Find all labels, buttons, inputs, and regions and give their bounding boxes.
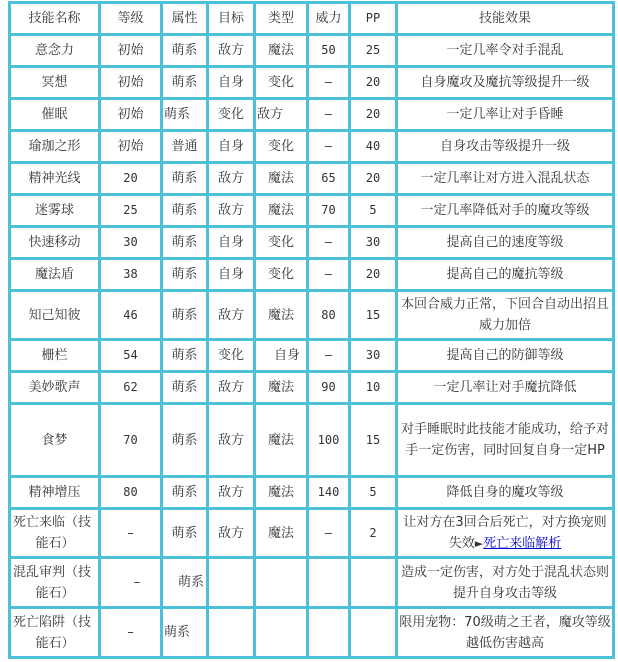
header-skill-name: 技能名称 xyxy=(10,3,100,35)
skill-pp: 20 xyxy=(350,163,397,195)
skill-attribute: 萌系 xyxy=(162,291,208,340)
skill-type: 魔法 xyxy=(255,404,308,477)
skill-power: 65 xyxy=(308,163,350,195)
skill-attribute: 普通 xyxy=(162,131,208,163)
skill-name: 意念力 xyxy=(10,35,100,67)
skill-attribute: 萌系 xyxy=(162,558,208,608)
skill-type xyxy=(255,608,308,658)
skill-name-line1: 混乱审判（技 xyxy=(13,564,92,580)
skill-type: 魔法 xyxy=(255,509,308,558)
header-effect: 技能效果 xyxy=(397,3,614,35)
table-row xyxy=(10,195,614,227)
table-row xyxy=(10,131,614,163)
skill-level: 25 xyxy=(100,195,162,227)
skill-pp xyxy=(350,608,397,658)
skill-target: 敌方 xyxy=(208,35,255,67)
skill-type: 魔法 xyxy=(255,477,308,509)
header-level: 等级 xyxy=(100,3,162,35)
skill-type: 变化 xyxy=(255,227,308,259)
skill-effect: 自身攻击等级提升一级 xyxy=(397,131,614,163)
skill-power: – xyxy=(308,227,350,259)
skill-level: 46 xyxy=(100,291,162,340)
skill-attribute: 萌系 xyxy=(162,163,208,195)
skill-name: 美妙歌声 xyxy=(10,372,100,404)
skill-target: 自身 xyxy=(208,259,255,291)
skill-attribute: 萌系 xyxy=(162,608,208,658)
skill-level: 70 xyxy=(100,404,162,477)
table-row xyxy=(10,227,614,259)
skill-attribute: 萌系 xyxy=(162,509,208,558)
skill-effect: 一定几率让对手魔抗降低 xyxy=(397,372,614,404)
skill-level: – xyxy=(100,608,162,658)
skill-target: 敌方 xyxy=(208,509,255,558)
skill-target: 敌方 xyxy=(208,195,255,227)
skill-effect: 一定几率让对手昏睡 xyxy=(397,99,614,131)
skill-attribute: 萌系 xyxy=(162,195,208,227)
skill-pp: 5 xyxy=(350,477,397,509)
skill-power: – xyxy=(308,509,350,558)
header-power: 威力 xyxy=(308,3,350,35)
skill-power: – xyxy=(308,99,350,131)
skill-pp: 25 xyxy=(350,35,397,67)
skill-name xyxy=(10,558,100,608)
skill-attribute: 萌系 xyxy=(162,35,208,67)
table-header-row xyxy=(10,3,614,35)
skill-pp: 20 xyxy=(350,259,397,291)
skill-name: 催眠 xyxy=(10,99,100,131)
skill-level: 20 xyxy=(100,163,162,195)
skill-attribute: 萌系 xyxy=(162,340,208,372)
table-row xyxy=(10,477,614,509)
skill-name-line2: 能石） xyxy=(35,536,75,551)
skill-type: 变化 xyxy=(255,259,308,291)
skill-level: – xyxy=(100,558,162,608)
skill-type: 敌方 xyxy=(255,99,308,131)
skill-effect: 提高自己的防御等级 xyxy=(397,340,614,372)
table-row xyxy=(10,372,614,404)
skill-type: 变化 xyxy=(255,131,308,163)
skill-power: – xyxy=(308,131,350,163)
table-row xyxy=(10,608,614,658)
skill-level: 38 xyxy=(100,259,162,291)
skill-attribute: 萌系 xyxy=(162,67,208,99)
skill-pp: 20 xyxy=(350,99,397,131)
header-pp: PP xyxy=(350,3,397,35)
skill-pp: 10 xyxy=(350,372,397,404)
skill-name xyxy=(10,509,100,558)
skill-name-line2: 能石） xyxy=(35,585,75,601)
skill-name: 栅栏 xyxy=(10,340,100,372)
skill-target: 变化 xyxy=(208,340,255,372)
skill-effect: 提高自己的速度等级 xyxy=(397,227,614,259)
skill-power: – xyxy=(308,259,350,291)
skill-level: 30 xyxy=(100,227,162,259)
skill-level: 62 xyxy=(100,372,162,404)
skill-power: 90 xyxy=(308,372,350,404)
skill-level: 初始 xyxy=(100,35,162,67)
skill-effect: 对手睡眠时此技能才能成功，给予对手一定伤害，同时回复自身一定HP xyxy=(397,404,614,477)
skill-pp: 15 xyxy=(350,291,397,340)
skill-effect: 限用宠物：70级萌之王者，魔攻等级越低伤害越高 xyxy=(397,608,614,658)
skill-target xyxy=(208,558,255,608)
skill-name xyxy=(10,608,100,658)
skill-effect: 降低自身的魔攻等级 xyxy=(397,477,614,509)
skill-effect: 造成一定伤害，对方处于混乱状态则提升自身攻击等级 xyxy=(397,558,614,608)
skill-level: – xyxy=(100,509,162,558)
skill-power: – xyxy=(308,67,350,99)
skill-effect-text: 让对方在3回合后死亡，对方换宠则失效 xyxy=(403,515,607,551)
skill-name: 迷雾球 xyxy=(10,195,100,227)
skill-attribute: 萌系 xyxy=(162,99,208,131)
table-row xyxy=(10,35,614,67)
table-row xyxy=(10,509,614,558)
skill-attribute: 萌系 xyxy=(162,404,208,477)
skill-pp: 5 xyxy=(350,195,397,227)
skill-power: 50 xyxy=(308,35,350,67)
table-row xyxy=(10,340,614,372)
skill-effect: 一定几率让对方进入混乱状态 xyxy=(397,163,614,195)
skill-effect: 本回合威力正常，下回合自动出招且威力加倍 xyxy=(397,291,614,340)
skill-pp: 30 xyxy=(350,340,397,372)
table-row xyxy=(10,99,614,131)
table-row xyxy=(10,291,614,340)
skill-target: 敌方 xyxy=(208,372,255,404)
skill-name: 瑜珈之形 xyxy=(10,131,100,163)
skill-pp: 30 xyxy=(350,227,397,259)
skill-name: 食梦 xyxy=(10,404,100,477)
skill-pp: 40 xyxy=(350,131,397,163)
skill-attribute: 萌系 xyxy=(162,477,208,509)
skill-effect: 提高自己的魔抗等级 xyxy=(397,259,614,291)
skill-target: 自身 xyxy=(208,67,255,99)
skill-type: 魔法 xyxy=(255,163,308,195)
table-row xyxy=(10,558,614,608)
skill-pp: 15 xyxy=(350,404,397,477)
skill-effect xyxy=(397,509,614,558)
skill-name-line1: 死亡来临（技 xyxy=(13,515,92,530)
skill-target: 敌方 xyxy=(208,477,255,509)
skill-pp: 20 xyxy=(350,67,397,99)
skills-table xyxy=(8,1,615,659)
skill-target: 自身 xyxy=(208,227,255,259)
skill-name-line1: 死亡陷阱（技 xyxy=(13,614,92,630)
table-row xyxy=(10,163,614,195)
skill-power: 100 xyxy=(308,404,350,477)
skill-level: 初始 xyxy=(100,99,162,131)
skill-name: 魔法盾 xyxy=(10,259,100,291)
skill-power: – xyxy=(308,340,350,372)
skill-attribute: 萌系 xyxy=(162,372,208,404)
table-row xyxy=(10,67,614,99)
skill-name: 精神增压 xyxy=(10,477,100,509)
skill-effect: 自身魔攻及魔抗等级提升一级 xyxy=(397,67,614,99)
skill-level: 初始 xyxy=(100,131,162,163)
skill-level: 80 xyxy=(100,477,162,509)
skill-name: 知己知彼 xyxy=(10,291,100,340)
skill-type xyxy=(255,558,308,608)
skill-name: 精神光线 xyxy=(10,163,100,195)
skill-pp: 2 xyxy=(350,509,397,558)
table-row xyxy=(10,404,614,477)
skill-type: 魔法 xyxy=(255,35,308,67)
table-row xyxy=(10,259,614,291)
skill-target xyxy=(208,608,255,658)
skill-pp xyxy=(350,558,397,608)
skill-power: 80 xyxy=(308,291,350,340)
skill-power xyxy=(308,608,350,658)
death-coming-analysis-link[interactable]: 死亡来临解析 xyxy=(483,536,562,551)
skill-target: 敌方 xyxy=(208,291,255,340)
skill-level: 初始 xyxy=(100,67,162,99)
header-attribute: 属性 xyxy=(162,3,208,35)
skill-name-line2: 能石） xyxy=(35,635,75,651)
skill-level: 54 xyxy=(100,340,162,372)
skill-type: 魔法 xyxy=(255,195,308,227)
skill-power xyxy=(308,558,350,608)
play-arrow-icon: ► xyxy=(474,537,484,550)
skill-target: 敌方 xyxy=(208,404,255,477)
skill-name: 快速移动 xyxy=(10,227,100,259)
skill-effect: 一定几率令对手混乱 xyxy=(397,35,614,67)
skill-attribute: 萌系 xyxy=(162,227,208,259)
skill-target: 自身 xyxy=(208,131,255,163)
skill-power: 140 xyxy=(308,477,350,509)
skill-effect: 一定几率降低对手的魔攻等级 xyxy=(397,195,614,227)
header-target: 目标 xyxy=(208,3,255,35)
skill-type: 魔法 xyxy=(255,372,308,404)
skill-target: 变化 xyxy=(208,99,255,131)
skill-attribute: 萌系 xyxy=(162,259,208,291)
skill-type: 魔法 xyxy=(255,291,308,340)
header-type: 类型 xyxy=(255,3,308,35)
skill-type: 自身 xyxy=(255,340,308,372)
skill-target: 敌方 xyxy=(208,163,255,195)
skill-name: 冥想 xyxy=(10,67,100,99)
skill-power: 70 xyxy=(308,195,350,227)
skill-type: 变化 xyxy=(255,67,308,99)
